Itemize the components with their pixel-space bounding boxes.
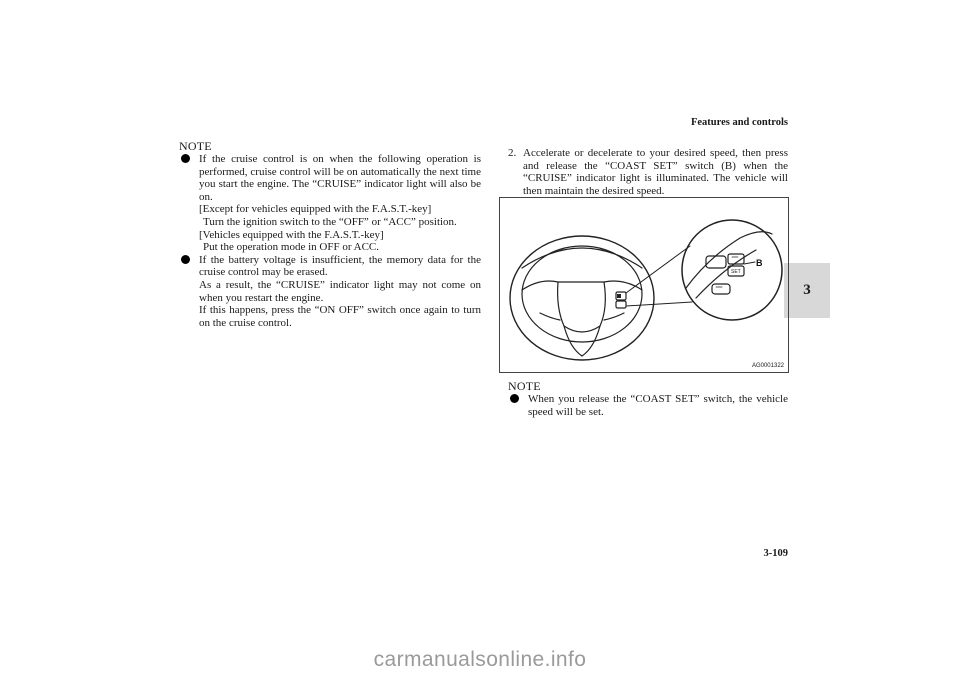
note-paragraph: [Except for vehicles equipped with the F.A.S.T.-key] [199,203,432,216]
note-paragraph: Turn the ignition switch to the “OFF” or “ACC” position. [203,215,457,228]
bullet-dot-icon [181,154,190,163]
page-header-title: Features and controls [690,117,788,128]
left-note [179,140,481,329]
note-bullet-1 [179,153,481,254]
callout-b: B [756,258,763,268]
note-paragraph: As a result, the “CRUISE” indicator light may not come on when you restart the engine. [199,278,481,304]
note-paragraph: If this happens, press the “ON OFF” switch once again to turn on the cruise control. [199,304,481,329]
chapter-tab [784,263,830,318]
note-paragraph: If the battery voltage is insufficient, the memory data for the cruise control may be erased. [199,253,481,279]
step-2 [508,147,788,197]
figure-code: AG0001322 [751,363,784,369]
steering-wheel-illustration [500,198,789,373]
set-button-label: SET [731,269,741,275]
note-label: NOTE [508,379,541,393]
step-number: 2. [508,147,517,159]
steering-wheel-figure [499,197,789,373]
note-bullet-1 [508,393,788,418]
note-paragraph: [Vehicles equipped with the F.A.S.T.-key] [199,228,384,241]
note-label: NOTE [179,139,212,153]
note-paragraph: Put the operation mode in OFF or ACC. [203,241,379,254]
step-text: Accelerate or decelerate to your desired speed, then press and release the “COAST SET” switch (B) when the “CRUISE” indicator light is illuminated. The vehicle will then maintain the desired speed. [523,147,788,197]
chapter-number: 3 [803,282,811,298]
note-paragraph: If the cruise control is on when the following operation is performed, cruise control will be on automatically the next time you start the engine. The “CRUISE” indicator light will also be on. [199,153,481,203]
watermark: carmanualsonline.info [373,648,587,671]
note-bullet-2 [179,254,481,330]
page-number: 3-109 [763,548,788,559]
bullet-dot-icon [510,394,519,403]
note-paragraph: When you release the “COAST SET” switch, the vehicle speed will be set. [528,393,788,418]
right-note [508,380,788,418]
bullet-dot-icon [181,255,190,264]
instruction-step [508,147,788,197]
